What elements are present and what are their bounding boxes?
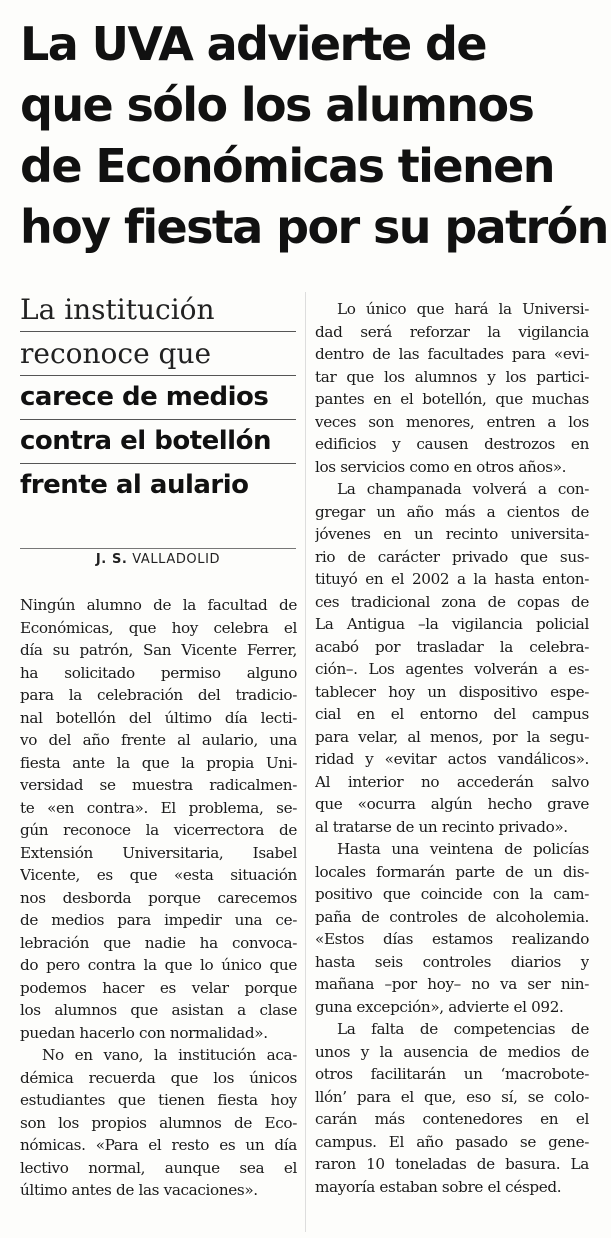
article-text-line: acabó por trasladar la celebra- — [315, 637, 589, 656]
article-text-line: No en vano, la institución aca- — [42, 1046, 297, 1064]
article-text-line: otros facilitarán un ‘macrobote- — [315, 1065, 589, 1083]
article-text-line: los alumnos que asistan a clase — [20, 1001, 297, 1019]
article-text-line: gún reconoce la vicerrectora de — [20, 821, 297, 839]
article-text-line: veces son menores, entren a los — [315, 412, 589, 431]
article-text-line: ción–. Los agentes volverán a es- — [315, 660, 589, 678]
article-text-line: edificios y causen destrozos en — [315, 435, 589, 453]
article-text-line: Hasta una veintena de policías — [337, 840, 589, 858]
article-text-line: pantes en el botellón, que muchas — [315, 390, 589, 408]
article-text-line: te «en contra». El problema, se- — [20, 798, 297, 817]
subheadline-line: carece de medios — [20, 376, 296, 420]
article-text-line: rio de carácter privado que sus- — [315, 547, 589, 566]
subheadline-line: contra el botellón — [20, 420, 296, 464]
article-text-line: para velar, al menos, por la segu- — [315, 727, 589, 746]
article-text-line: dentro de las facultades para «evi- — [315, 345, 589, 363]
article-text-line: gregar un año más a cientos de — [315, 502, 589, 521]
article-text-line: unos y la ausencia de medios de — [315, 1042, 589, 1061]
article-text-line: al tratarse de un recinto privado». — [315, 817, 568, 836]
article-text-line: nal botellón del último día lecti- — [20, 708, 297, 727]
article-text-line: raron 10 toneladas de basura. La — [315, 1155, 589, 1173]
article-text-line: Lo único que hará la Universi- — [337, 300, 589, 318]
article-text-line: guna excepción», advierte el 092. — [315, 997, 564, 1016]
article-text-line: Extensión Universitaria, Isabel — [20, 843, 297, 862]
article-text-line: podemos hacer es velar porque — [20, 978, 297, 997]
article-text-line: jóvenes en un recinto universita- — [315, 525, 589, 543]
article-text-line: Económicas, que hoy celebra el — [20, 618, 297, 637]
byline-place: VALLADOLID — [132, 552, 221, 567]
article-text-line: La Antigua –la vigilancia policial — [315, 615, 589, 633]
article-text-line: cial en el entorno del campus — [315, 705, 589, 723]
article-text-line: de medios para impedir una ce- — [20, 911, 297, 929]
article-text-line: dad será reforzar la vigilancia — [315, 322, 589, 341]
article-text-line: día su patrón, San Vicente Ferrer, — [20, 641, 297, 659]
subheadline-line: reconoce que — [20, 332, 296, 376]
article-text-line: locales formarán parte de un dis- — [315, 862, 589, 881]
article-text-line: La falta de competencias de — [337, 1020, 589, 1038]
article-text-line: versidad se muestra radicalmen- — [20, 776, 297, 794]
article-text-line: son los propios alumnos de Eco- — [20, 1113, 297, 1132]
article-text-line: tablecer hoy un dispositivo espe- — [315, 682, 589, 701]
subheadline-line: frente al aulario — [20, 470, 249, 500]
article-text-line: ridad y «evitar actos vandálicos». — [315, 750, 589, 768]
article-text-line: ces tradicional zona de copas de — [315, 592, 589, 611]
subheadline — [20, 288, 296, 507]
article-text-line: Vicente, es que «esta situación — [20, 866, 297, 884]
article-text-line: puedan hacerlo con normalidad». — [20, 1023, 268, 1042]
article-text-line: Al interior no accederán salvo — [315, 772, 589, 791]
headline-line: de Económicas tienen — [20, 139, 554, 193]
article-text-line: que «ocurra algún hecho grave — [315, 795, 589, 813]
article-text-line: para la celebración del tradicio- — [20, 686, 297, 704]
byline-author: J. S. — [95, 552, 128, 567]
article-text-line: nos desborda porque carecemos — [20, 888, 297, 907]
article-text-line: mayoría estaban sobre el césped. — [315, 1177, 562, 1196]
article-text-line: La champanada volverá a con- — [337, 480, 589, 498]
article-text-line: mañana –por hoy– no va ser nin- — [315, 975, 589, 993]
article-text-line: «Estos días estamos realizando — [315, 930, 589, 948]
article-text-line: Ningún alumno de la facultad de — [20, 596, 297, 614]
article-text-line: tituyó en el 2002 a la hasta enton- — [315, 570, 589, 588]
subheadline-line: La institución — [20, 288, 296, 332]
article-column-1 — [20, 594, 297, 1202]
article-text-line: paña de controles de alcoholemia. — [315, 907, 589, 926]
article-text-line: vo del año frente al aulario, una — [20, 731, 297, 749]
column-divider — [305, 292, 306, 1232]
article-text-line: campus. El año pasado se gene- — [315, 1132, 589, 1151]
article-text-line: llón’ para el que, eso sí, se colo- — [315, 1087, 589, 1106]
article-column-2 — [315, 298, 589, 1198]
article-text-line: lebración que nadie ha convoca- — [20, 933, 297, 952]
headline-line: La UVA advierte de — [20, 17, 486, 71]
article-text-line: lectivo normal, aunque sea el — [20, 1158, 297, 1177]
headline-line: hoy fiesta por su patrón — [20, 200, 608, 254]
article-text-line: positivo que coincide con la cam- — [315, 885, 589, 903]
byline — [20, 548, 296, 567]
article-text-line: démica recuerda que los únicos — [20, 1068, 297, 1087]
article-text-line: carán más contenedores en el — [315, 1110, 589, 1128]
article-text-line: nómicas. «Para el resto es un día — [20, 1136, 297, 1154]
article-text-line: do pero contra la que lo único que — [20, 956, 297, 974]
article-text-line: ha solicitado permiso alguno — [20, 663, 297, 682]
article-text-line: estudiantes que tienen fiesta hoy — [20, 1091, 297, 1109]
headline — [20, 14, 608, 258]
article-text-line: último antes de las vacaciones». — [20, 1181, 258, 1199]
article-text-line: tar que los alumnos y los partici- — [315, 367, 589, 386]
headline-line: que sólo los alumnos — [20, 78, 534, 132]
article-text-line: los servicios como en otros años». — [315, 457, 567, 476]
article-text-line: fiesta ante la que la propia Uni- — [20, 753, 297, 772]
article-text-line: hasta seis controles diarios y — [315, 952, 589, 971]
